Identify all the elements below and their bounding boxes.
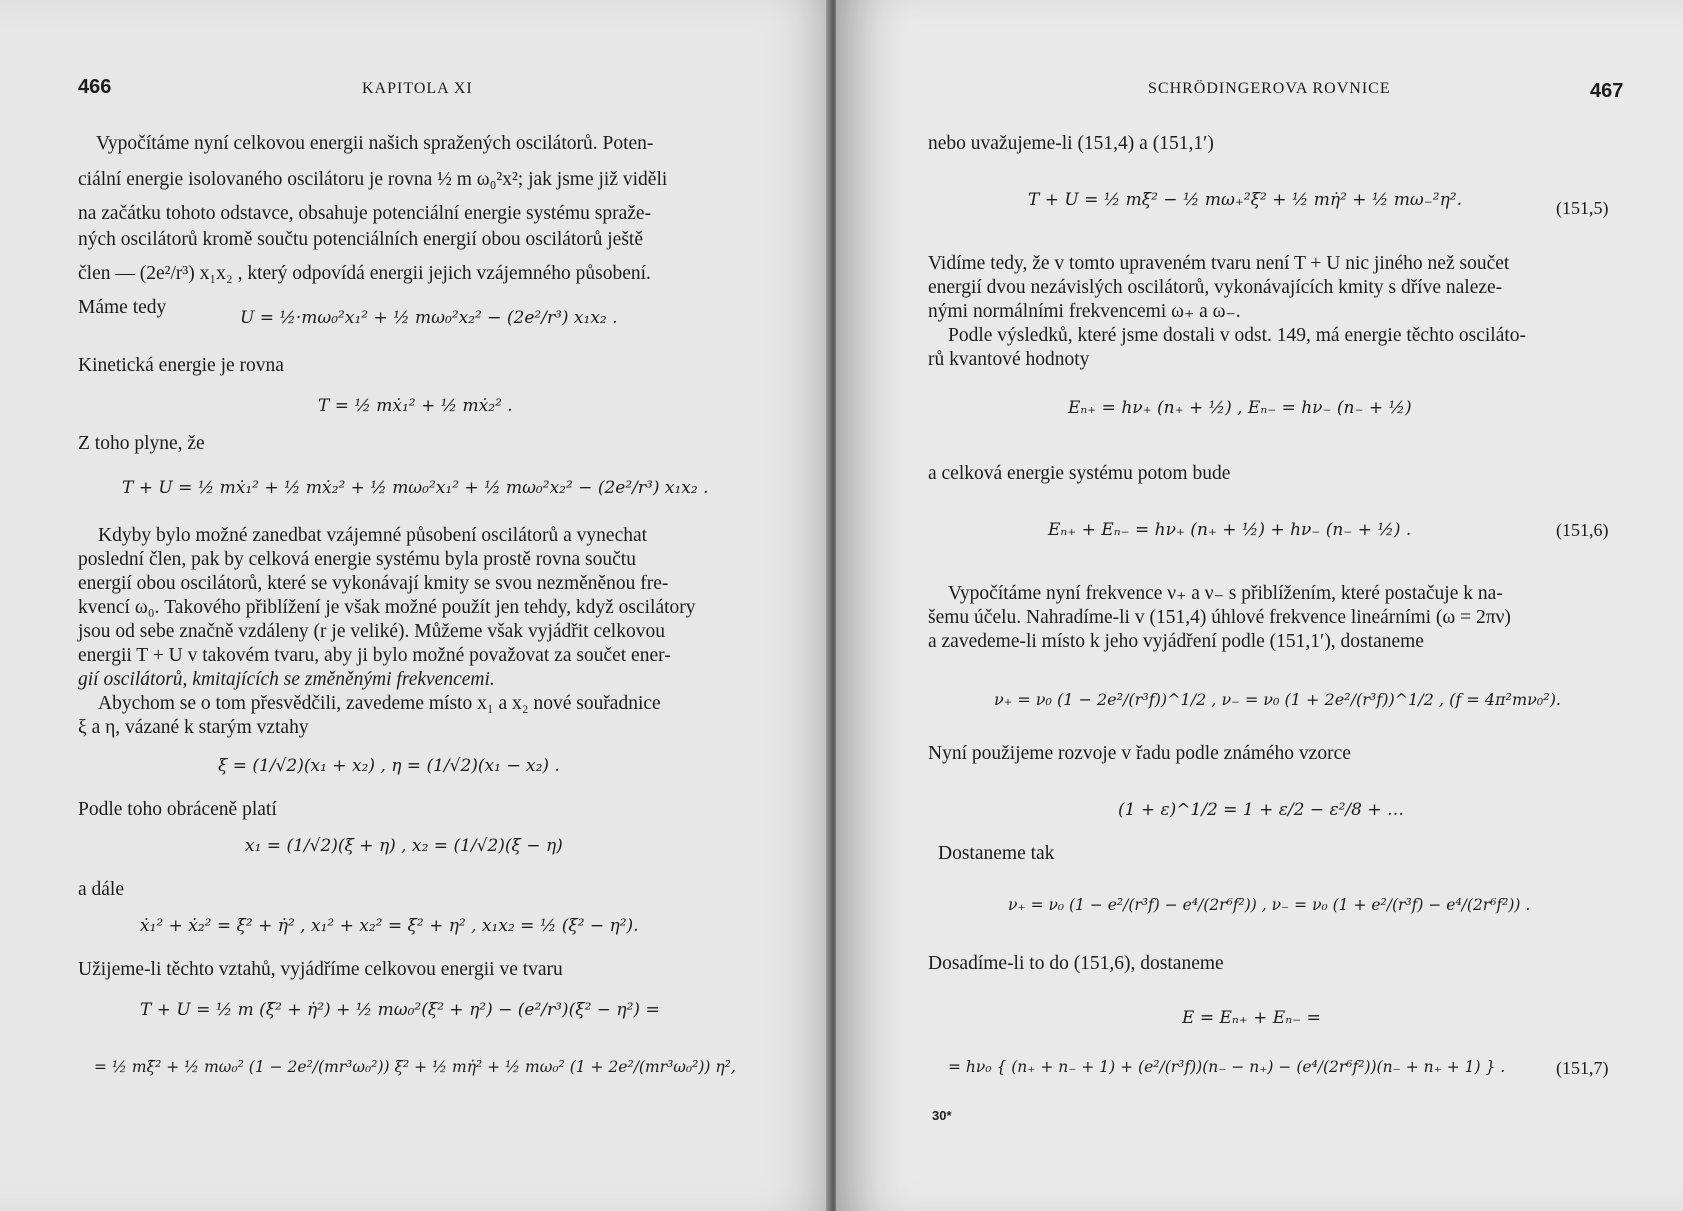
text-line: kvencí ω₀. Takového přiblížení je však možné použít jen tehdy, když oscilátory <box>78 597 696 618</box>
text-line: Užijeme-li těchto vztahů, vyjádříme celkovou energii ve tvaru <box>78 959 563 980</box>
text-line: Nyní použijeme rozvoje v řadu podle známého vzorce <box>928 743 1351 764</box>
text-line: Vypočítáme nyní celkovou energii našich spražených oscilátorů. Poten- <box>96 133 654 154</box>
text-line: jsou od sebe značně vzdáleny (r je veliké). Můžeme však vyjádřit celkovou <box>78 621 665 642</box>
text-line: a zavedeme-li místo k jeho vyjádření podle (151,1′), dostaneme <box>928 631 1424 652</box>
equation-number: (151,7) <box>1556 1058 1609 1078</box>
equation: T + U = ½ m (ξ̇² + η̇²) + ½ mω₀²(ξ² + η²) − (e²/r³)(ξ² − η²) = <box>140 1000 660 1020</box>
text-line: Z toho plyne, že <box>78 433 205 454</box>
text-line: ciální energie isolovaného oscilátoru je rovna ½ m ω₀²x²; jak jsme již viděli <box>78 169 668 190</box>
equation: Eₙ₊ = hν₊ (n₊ + ½) , Eₙ₋ = hν₋ (n₋ + ½) <box>1068 398 1412 418</box>
text-line: ξ a η, vázané k starým vztahy <box>78 717 309 738</box>
equation-number: (151,6) <box>1556 520 1609 540</box>
equation: T + U = ½ mξ̇² − ½ mω₊²ξ² + ½ mη̇² + ½ mω₋²η². <box>1028 190 1462 210</box>
text-line: nebo uvažujeme-li (151,4) a (151,1′) <box>928 133 1214 154</box>
equation: T + U = ½ mẋ₁² + ½ mẋ₂² + ½ mω₀²x₁² + ½ mω₀²x₂² − (2e²/r³) x₁x₂ . <box>122 478 709 498</box>
text-line: a celková energie systému potom bude <box>928 463 1231 484</box>
equation: Eₙ₊ + Eₙ₋ = hν₊ (n₊ + ½) + hν₋ (n₋ + ½) . <box>1048 520 1412 540</box>
equation: U = ½·mω₀²x₁² + ½ mω₀²x₂² − (2e²/r³) x₁x₂ . <box>240 308 618 328</box>
text-line: Kdyby bylo možné zanedbat vzájemné působení oscilátorů a vynechat <box>98 525 648 546</box>
page-number-right: 467 <box>1590 80 1624 102</box>
text-line: a dále <box>78 879 125 900</box>
right-page <box>836 0 1683 1211</box>
text-line: Máme tedy <box>78 297 167 318</box>
equation: E = Eₙ₊ + Eₙ₋ = <box>1182 1008 1321 1028</box>
text-line: Abychom se o tom přesvědčili, zavedeme místo x₁ a x₂ nové souřadnice <box>98 693 661 714</box>
equation: ẋ₁² + ẋ₂² = ξ̇² + η̇² , x₁² + x₂² = ξ² + η² , x₁x₂ = ½ (ξ² − η²). <box>140 916 639 936</box>
equation: x₁ = (1/√2)(ξ + η) , x₂ = (1/√2)(ξ − η) <box>245 836 563 856</box>
text-line: člen — (2e²/r³) x₁x₂ , který odpovídá energii jejich vzájemného působení. <box>78 263 651 284</box>
text-line: na začátku tohoto odstavce, obsahuje potenciální energie systému spraže- <box>78 203 652 224</box>
equation: ν₊ = ν₀ (1 − e²/(r³f) − e⁴/(2r⁶f²)) , ν₋ = ν₀ (1 + e²/(r³f) − e⁴/(2r⁶f²)) . <box>1008 896 1531 914</box>
equation: (1 + ε)^1/2 = 1 + ε/2 − ε²/8 + … <box>1118 800 1405 820</box>
running-head-right: SCHRÖDINGEROVA ROVNICE <box>1148 80 1391 97</box>
text-line: Dosadíme-li to do (151,6), dostaneme <box>928 953 1224 974</box>
text-line: energii T + U v takovém tvaru, aby ji bylo možné považovat za součet ener- <box>78 645 671 666</box>
equation-number: (151,5) <box>1556 198 1609 218</box>
equation: ξ = (1/√2)(x₁ + x₂) , η = (1/√2)(x₁ − x₂) . <box>218 756 560 776</box>
text-line: Podle toho obráceně platí <box>78 799 277 820</box>
text-line: Podle výsledků, které jsme dostali v odst. 149, má energie těchto osciláto- <box>948 325 1527 346</box>
text-line: nými normálními frekvencemi ω₊ a ω₋. <box>928 301 1241 322</box>
equation: T = ½ mẋ₁² + ½ mẋ₂² . <box>318 396 513 416</box>
text-line: Dostaneme tak <box>938 843 1055 864</box>
text-line: Vypočítáme nyní frekvence ν₊ a ν₋ s přiblížením, které postačuje k na- <box>948 583 1503 604</box>
text-line: poslední člen, pak by celková energie systému byla prostě rovna součtu <box>78 549 636 570</box>
text-line: gií oscilátorů, kmitajících se změněnými frekvencemi. <box>78 669 495 690</box>
signature-mark: 30* <box>932 1108 952 1123</box>
page-number-left: 466 <box>78 76 112 98</box>
text-line: šemu účelu. Nahradíme-li v (151,4) úhlové frekvence lineárními (ω = 2πν) <box>928 607 1511 628</box>
text-line: energií dvou nezávislých oscilátorů, vykonávajících kmity s dříve naleze- <box>928 277 1503 298</box>
equation: = ½ mξ̇² + ½ mω₀² (1 − 2e²/(mr³ω₀²)) ξ² + ½ mη̇² + ½ mω₀² (1 + 2e²/(mr³ω₀²)) η², <box>94 1058 736 1076</box>
left-page <box>0 0 830 1211</box>
equation: ν₊ = ν₀ (1 − 2e²/(r³f))^1/2 , ν₋ = ν₀ (1 + 2e²/(r³f))^1/2 , (f = 4π²mν₀²). <box>994 690 1562 709</box>
text-line: ných oscilátorů kromě součtu potenciálních energií obou oscilátorů ještě <box>78 229 643 250</box>
text-line: Vidíme tedy, že v tomto upraveném tvaru není T + U nic jiného než součet <box>928 253 1510 274</box>
equation: = hν₀ { (n₊ + n₋ + 1) + (e²/(r³f))(n₋ − n₊) − (e⁴/(2r⁶f²))(n₋ + n₊ + 1) } . <box>948 1058 1506 1076</box>
running-head-left: KAPITOLA XI <box>362 80 473 97</box>
text-line: energií obou oscilátorů, které se vykonávají kmity se svou nezměněnou fre- <box>78 573 669 594</box>
text-line: rů kvantové hodnoty <box>928 349 1090 370</box>
text-line: Kinetická energie je rovna <box>78 355 284 376</box>
